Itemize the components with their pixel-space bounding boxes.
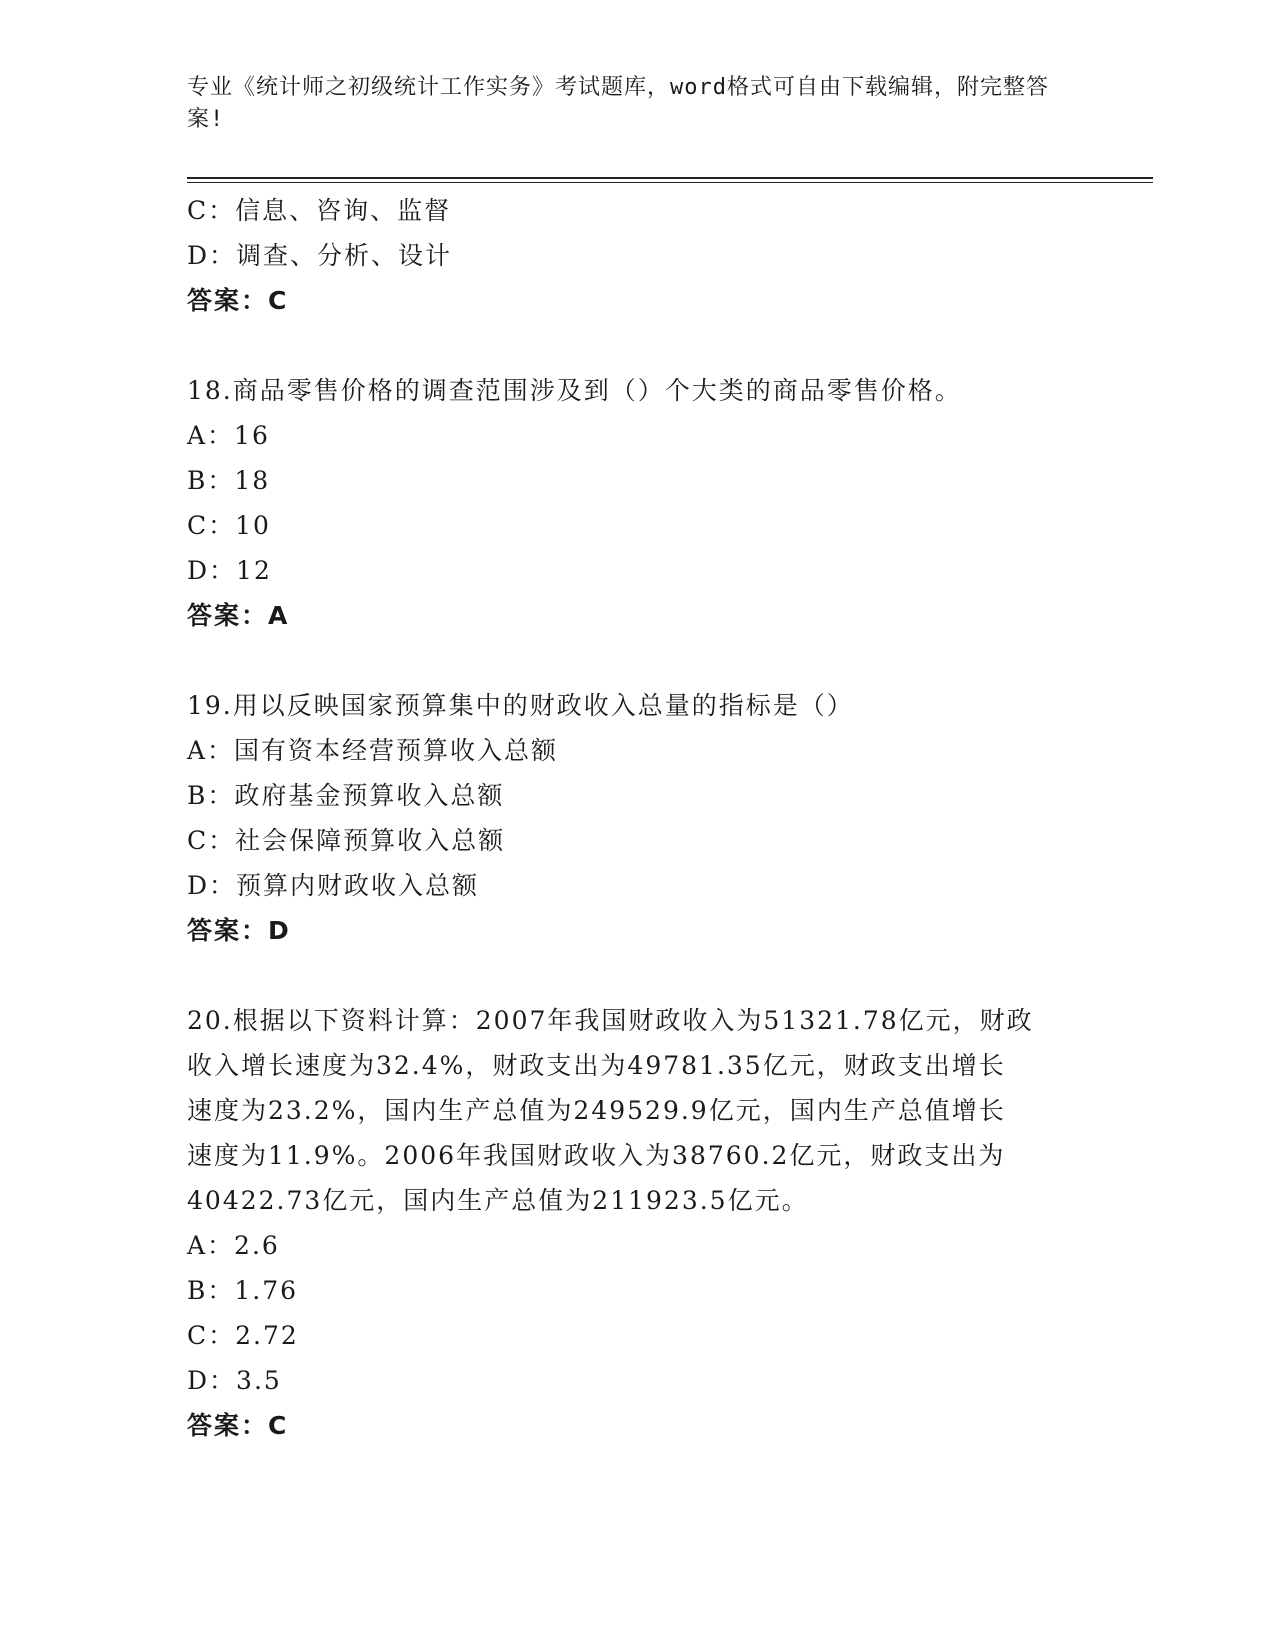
option-c: C：信息、咨询、监督 (187, 196, 452, 225)
question-stem-line: 速度为23.2%，国内生产总值为249529.9亿元，国内生产总值增长 (187, 1096, 1006, 1125)
spacer (187, 953, 1087, 998)
question-stem: 19.用以反映国家预算集中的财政收入总量的指标是（） (187, 691, 854, 720)
header-rule-thick (187, 177, 1153, 179)
option-d: D：12 (187, 556, 272, 585)
spacer (187, 638, 1087, 683)
question-stem-line: 20.根据以下资料计算：2007年我国财政收入为51321.78亿元，财政 (187, 1006, 1034, 1035)
option-b: B：18 (187, 466, 271, 495)
option-a: A：2.6 (187, 1231, 280, 1260)
option-c: C：10 (187, 511, 271, 540)
option-b: B：1.76 (187, 1276, 299, 1305)
question-stem-line: 40422.73亿元，国内生产总值为211923.5亿元。 (187, 1186, 809, 1215)
option-d: D：预算内财政收入总额 (187, 871, 480, 900)
document-header (187, 72, 1067, 136)
option-d: D：调查、分析、设计 (187, 241, 453, 270)
option-c: C：2.72 (187, 1321, 299, 1350)
option-b: B：政府基金预算收入总额 (187, 781, 505, 810)
answer: 答案：C (187, 286, 289, 315)
option-d: D：3.5 (187, 1366, 282, 1395)
answer: 答案：A (187, 601, 290, 630)
option-a: A：国有资本经营预算收入总额 (187, 736, 559, 765)
spacer (187, 323, 1087, 368)
question-18 (187, 368, 1087, 638)
question-list (187, 188, 1087, 1448)
question-stem-line: 收入增长速度为32.4%，财政支出为49781.35亿元，财政支出增长 (187, 1051, 1006, 1080)
question-19 (187, 683, 1087, 953)
answer: 答案：C (187, 1411, 289, 1440)
option-a: A：16 (187, 421, 270, 450)
header-title: 专业《统计师之初级统计工作实务》考试题库，word格式可自由下载编辑，附完整答案! (187, 75, 1049, 132)
question-stem: 18.商品零售价格的调查范围涉及到（）个大类的商品零售价格。 (187, 376, 962, 405)
question-20 (187, 998, 1087, 1448)
header-rule-thin (187, 182, 1153, 183)
question-17-continued (187, 188, 1087, 323)
answer: 答案：D (187, 916, 291, 945)
question-stem-line: 速度为11.9%。2006年我国财政收入为38760.2亿元，财政支出为 (187, 1141, 1006, 1170)
option-c: C：社会保障预算收入总额 (187, 826, 506, 855)
